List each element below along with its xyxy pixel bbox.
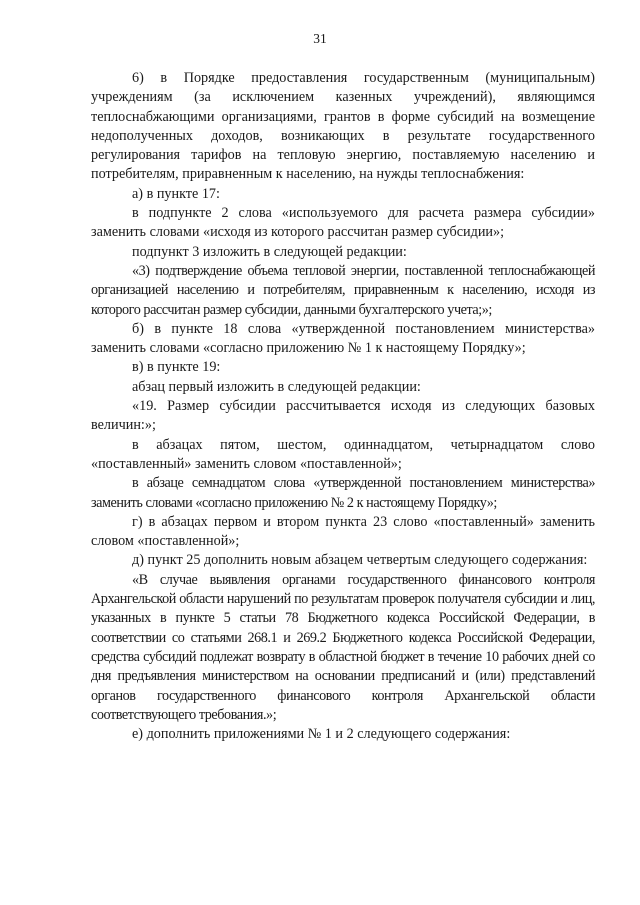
- paragraph-b: б) в пункте 18 слова «утвержденной постановлением министерства» заменить словами «согласно приложению № 1 к настоящему Порядку»;: [91, 320, 595, 357]
- paragraph-a-subpoint-2: в подпункте 2 слова «используемого для расчета размера субсидии» заменить словами «исходя из которого рассчитан размер субсидии»;: [91, 205, 595, 241]
- paragraph-e: е) дополнить приложениями № 1 и 2 следующего содержания:: [132, 726, 511, 743]
- paragraph-v-abzac-17: в абзаце семнадцатом слова «утвержденной постановлением министерства» заменить словами «согласно приложению № 2 к настоящему Порядку»;: [91, 475, 595, 511]
- paragraph-v-point-19-text: «19. Размер субсидии рассчитывается исходя из следующих базовых величин:»;: [91, 398, 595, 434]
- paragraph-a: а) в пункте 17:: [132, 185, 220, 202]
- paragraph-v-first-abzac: абзац первый изложить в следующей редакции:: [132, 378, 421, 395]
- paragraph-v: в) в пункте 19:: [132, 359, 221, 376]
- page-number: 31: [313, 31, 327, 46]
- paragraph-d-quote: «В случае выявления органами государственного финансового контроля Архангельской области нарушений по результатам проверок получателя субсидии и лиц, указанных в пункте 5 статьи 78 Бюджетного кодекса Российской Федерации, в соответствии со статьями 268.1 и 269.2 Бюджетного кодекса Российской Федерации, средства субсидий подлежат возврату в областной бюджет в течение 10 рабочих дней со дня предъявления министерством на основании предписаний и (или) представлений органов государственного финансового контроля Архангельской области соответствующего требования.»;: [91, 571, 595, 723]
- document-body: [91, 69, 595, 744]
- paragraph-6: 6) в Порядке предоставления государственным (муниципальным) учреждениям (за исключением казенных учреждений), являющимся теплоснабжающими организациями, грантов в форме субсидий на возмещение недополученных доходов, возникающих в результате государственного регулирования тарифов на тепловую энергию, поставляемую населению и потребителям, приравненным к населению, на нужды теплоснабжения:: [91, 70, 595, 183]
- paragraph-a-subpoint-3-intro: подпункт 3 изложить в следующей редакции:: [132, 243, 407, 260]
- paragraph-d: д) пункт 25 дополнить новым абзацем четвертым следующего содержания:: [132, 552, 588, 569]
- paragraph-g: г) в абзацах первом и втором пункта 23 слово «поставленный» заменить словом «поставленной»;: [91, 513, 595, 550]
- paragraph-a-subpoint-3-text: «3) подтверждение объема тепловой энергии, поставленной теплоснабжающей организацией населению и потребителям, приравненным к населению, исходя из которого рассчитан размер субсидии, данными бухгалтерского учета;»;: [91, 262, 595, 318]
- paragraph-v-abzacs: в абзацах пятом, шестом, одиннадцатом, четырнадцатом слово «поставленный» заменить словом «поставленной»;: [91, 436, 595, 472]
